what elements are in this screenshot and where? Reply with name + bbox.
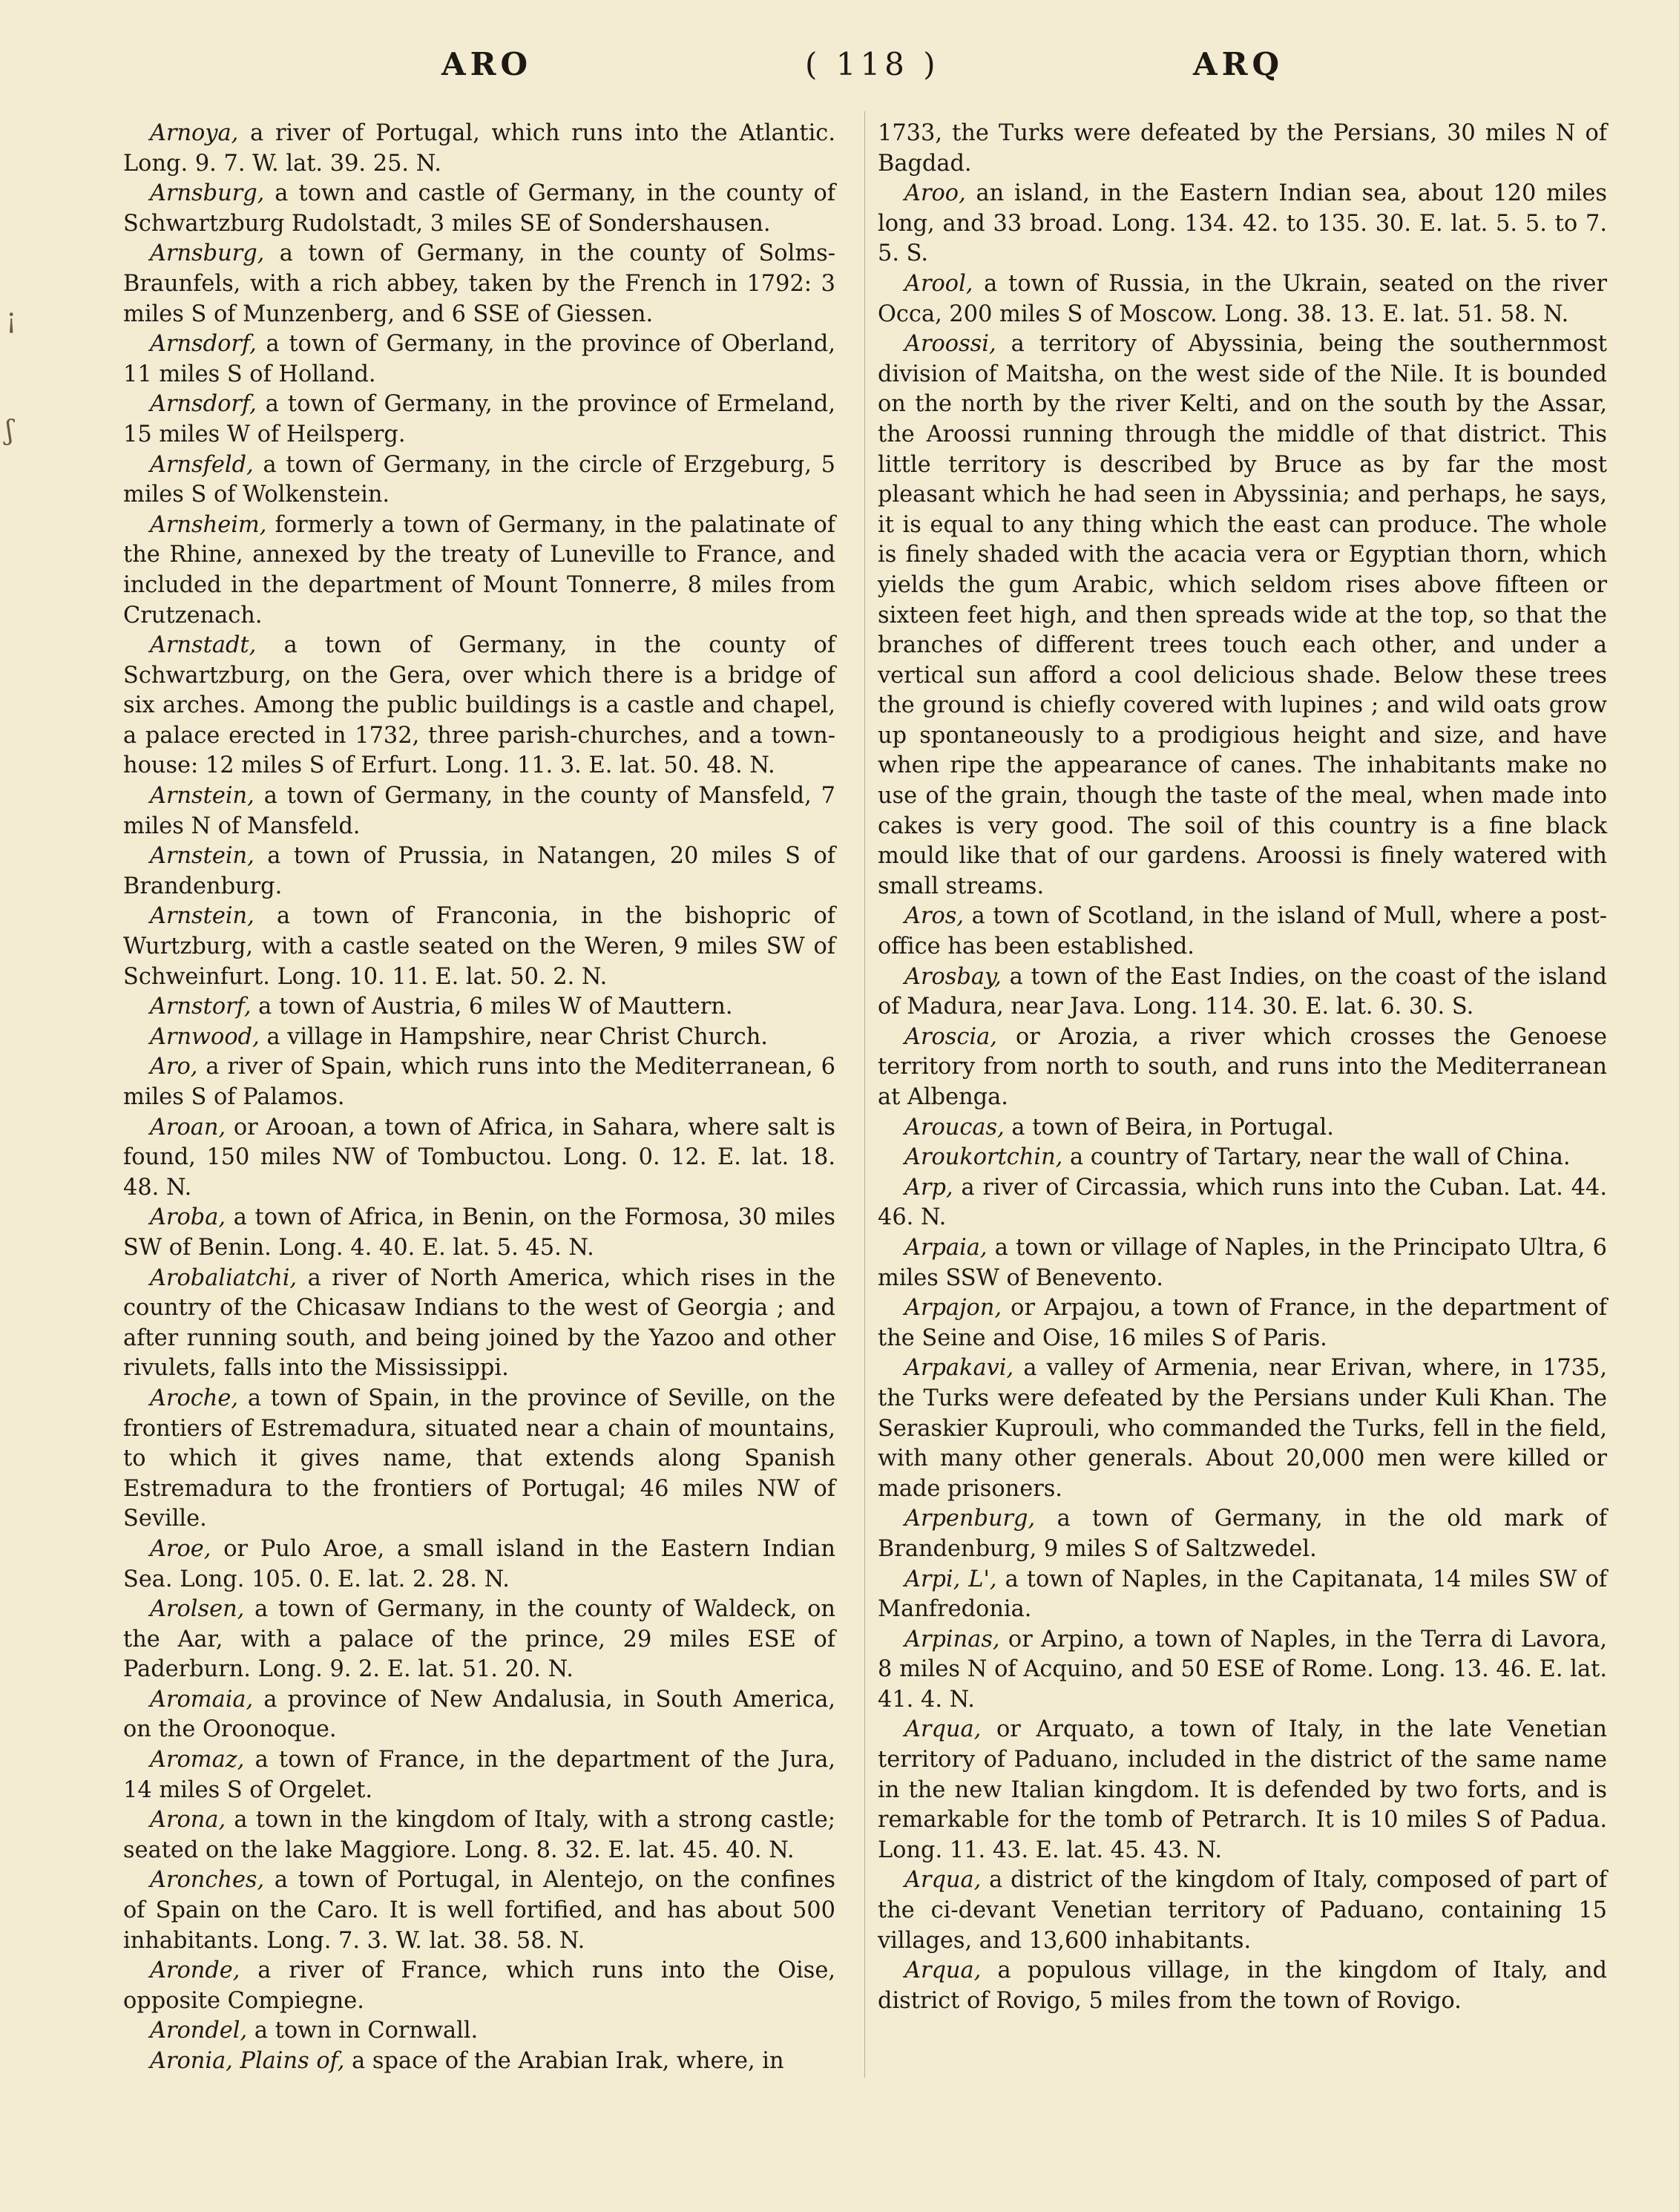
gazetteer-entry [123,329,835,390]
gazetteer-entry [878,1565,1607,1625]
entry-headword: Arnstorf, [150,994,252,1020]
entry-text: a country of Tartary, near the wall of China. [1062,1144,1571,1171]
entry-text: 1733, the Turks were defeated by the Persians, 30 miles N of Bagdad. [878,120,1607,177]
gazetteer-entry [123,1384,835,1535]
entry-text: a territory of Abyssinia, being the southernmost division of Maitsha, on the west side of the Nile. It is bounded on the north by the river Kelti, and on the south by the Assar, the Aroossi running through the middle of that district. This little territory is described by Bruce as by far the most pleasant which he had seen in Abyssinia; and perhaps, he says, it is equal to any thing which the east can produce. The whole is finely shaded with the acacia vera or Egyptian thorn, which yields the gum Arabic, which seldom rises above fifteen or sixteen feet high, and then spreads wide at the top, so that the branches of different trees touch each other, and under a vertical sun afford a cool delicious shade. Below these trees the ground is chiefly covered with lupines ; and wild oats grow up spontaneously to a prodigious height and size, and have when ripe the appearance of canes. The inhabitants make no use of the grain, though the taste of the meal, when made into cakes is very good. The soil of this country is a fine black mould like that of our gardens. Aroossi is finely watered with small streams. [878,331,1607,899]
entry-text: a town of Franconia, in the bishopric of Wurtzburg, with a castle seated on the Weren, 9 miles SW of Schweinfurt. Long. 10. 11. E. lat. 50. 2. N. [123,903,835,990]
entry-headword: Arolsen, [150,1596,245,1623]
entry-headword: Arondel, [150,2018,248,2044]
entry-headword: Arnsdorf, [150,391,257,418]
gazetteer-entry [123,781,835,841]
entry-headword: Aros, [904,903,965,930]
entry-text: a town or village of Naples, in the Principato Ultra, 6 miles SSW of Benevento. [878,1234,1607,1291]
entry-text: a town and castle of Germany, in the county of Schwartzburg Rudolstadt, 3 miles SE of Sondershausen. [123,180,835,237]
gazetteer-entry [878,179,1607,269]
gazetteer-entry [878,1353,1607,1504]
entry-text: a river of France, which runs into the Oise, opposite Compiegne. [123,1957,835,2014]
entry-headword: Arqua, [904,1716,982,1743]
entry-text: a town of Austria, 6 miles W of Mauttern. [251,994,733,1020]
page-number: ( 118 ) [805,46,940,82]
entry-text: a town of France, in the department of the Jura, 14 miles S of Orgelet. [123,1747,835,1803]
gazetteer-entry [878,962,1607,1023]
entry-headword: Arnwood, [150,1023,260,1050]
gazetteer-entry [123,1052,835,1112]
gazetteer-entry [123,841,835,902]
gazetteer-entry [878,1625,1607,1716]
entry-headword: Arpi, L', [904,1566,997,1592]
entry-headword: Arpenburg, [904,1506,1036,1532]
entry-headword: Arpajon, [904,1295,1002,1322]
entry-text: a province of New Andalusia, in South America, on the Oroonoque. [123,1686,835,1743]
gazetteer-entry [123,1956,835,2016]
gazetteer-entry [878,1143,1607,1173]
gazetteer-entry [123,1203,835,1263]
entry-text: a district of the kingdom of Italy, composed of part of the ci-devant Venetian territory of Paduano, containing 15 villages, and 13,600 inhabitants. [878,1867,1607,1954]
column-divider [864,111,865,2078]
entry-headword: Arobaliatchi, [150,1264,298,1291]
entry-text: a town of Germany, in the county of Schwartzburg, on the Gera, over which there is a bridge of six arches. Among the public buildings is a castle and chapel, a palace erected in 1732, three parish-churches, and a town-house: 12 miles S of Erfurt. Long. 11. 3. E. lat. 50. 48. N. [123,632,835,779]
gazetteer-entry [878,119,1607,179]
gazetteer-entry [123,1745,835,1805]
gazetteer-entry [123,1595,835,1685]
entry-headword: Aroossi, [904,331,996,358]
entry-headword: Aroo, [904,180,966,207]
entry-headword: Arnsburg, [150,240,265,267]
entry-headword: Aroscia, [904,1023,997,1050]
gazetteer-entry [123,511,835,631]
entry-text: a town in Cornwall. [247,2018,479,2044]
entry-headword: Aroucas, [904,1114,1005,1141]
entry-headword: Aroukortchin, [904,1144,1063,1171]
gazetteer-entry [123,1023,835,1053]
gazetteer-entry [878,269,1607,329]
entry-headword: Arool, [904,270,973,297]
gazetteer-entry [123,2047,835,2077]
gazetteer-entry [878,1173,1607,1233]
entry-headword: Arp, [904,1174,953,1201]
gazetteer-entry [123,631,835,781]
entry-text: an island, in the Eastern Indian sea, about 120 miles long, and 33 broad. Long. 134. 42. to 135. 30. E. lat. 5. 5. to 7. 5. S. [878,180,1607,267]
entry-text: a space of the Arabian Irak, where, in [344,2048,784,2074]
entry-headword: Arnstadt, [150,632,257,659]
entry-headword: Arpinas, [904,1626,1000,1653]
gazetteer-entry [123,1113,835,1204]
gazetteer-entry [878,1504,1607,1564]
entry-text: a river of North America, which rises in the country of the Chicasaw Indians to the west of Georgia ; and after running south, and being joined by the Yazoo and other rivulets, falls into the Mississippi. [123,1264,835,1382]
entry-text: a town of Spain, in the province of Seville, on the frontiers of Estremadura, situated near a chain of mountains, to which it gives name, that extends along Spanish Estremadura to the frontiers of Portugal; 46 miles NW of Seville. [123,1385,835,1532]
entry-headword: Arnsheim, [150,511,267,538]
gazetteer-entry [123,390,835,450]
gazetteer-entry [878,902,1607,962]
gazetteer-entry [878,329,1607,902]
entry-headword: Aroche, [150,1385,239,1411]
entry-headword: Arona, [150,1807,226,1834]
entry-text: a town of Scotland, in the island of Mull, where a post-office has been established. [878,903,1607,960]
running-head-right: ARQ [1193,46,1284,82]
gazetteer-entry [123,1865,835,1956]
gazetteer-entry [123,119,835,179]
entry-text: a valley of Armenia, near Erivan, where, in 1735, the Turks were defeated by the Persians under Kuli Khan. The Seraskier Kuprouli, who commanded the Turks, fell in the field, with many other generals. About 20,000 men were killed or made prisoners. [878,1355,1607,1502]
gazetteer-entry [878,1293,1607,1353]
entry-text: a village in Hampshire, near Christ Church. [259,1023,768,1050]
entry-headword: Arqua, [904,1957,982,1984]
entry-headword: Aroba, [150,1204,226,1231]
entry-headword: Arpaia, [904,1234,988,1261]
entry-headword: Arnstein, [150,843,254,870]
entry-headword: Aroe, [150,1535,211,1562]
gazetteer-entry [878,1956,1607,2016]
entry-text: a town of Germany, in the old mark of Brandenburg, 9 miles S of Saltzwedel. [878,1506,1607,1562]
entry-text: or Arooan, a town of Africa, in Sahara, where salt is found, 150 miles NW of Tombuctou. Long. 0. 12. E. lat. 18. 48. N. [123,1114,835,1201]
entry-headword: Arnstein, [150,783,254,810]
entry-text: or Arquato, a town of Italy, in the late Venetian territory of Paduano, included in the district of the same name in the new Italian kingdom. It is defended by two forts, and is remarkable for the tomb of Petrarch. It is 10 miles S of Padua. Long. 11. 43. E. lat. 45. 43. N. [878,1716,1607,1863]
gazetteer-entry [878,1113,1607,1143]
gazetteer-entry [878,1233,1607,1293]
entry-text: a river of Spain, which runs into the Mediterranean, 6 miles S of Palamos. [123,1054,835,1110]
entry-text: a town of Prussia, in Natangen, 20 miles S of Brandenburg. [123,843,835,899]
entry-text: a town of the East Indies, on the coast of the island of Madura, near Java. Long. 114. 30. E. lat. 6. 30. S. [878,963,1607,1020]
gazetteer-entry [123,1264,835,1384]
entry-text: or Arozia, a river which crosses the Genoese territory from north to south, and runs into the Mediterranean at Albenga. [878,1023,1607,1110]
margin-smudge-icon: ¡ [6,304,17,335]
running-head [0,46,1679,91]
entry-text: a river of Portugal, which runs into the Atlantic. Long. 9. 7. W. lat. 39. 25. N. [123,120,835,177]
entry-text: a town of Portugal, in Alentejo, on the confines of Spain on the Caro. It is well fortified, and has about 500 inhabitants. Long. 7. 3. W. lat. 38. 58. N. [123,1867,835,1954]
gazetteer-entry [123,2016,835,2047]
entry-headword: Aroan, [150,1114,226,1141]
entry-text: a town of Germany, in the county of Waldeck, on the Aar, with a palace of the prince, 29 miles ESE of Paderburn. Long. 9. 2. E. lat. 51. 20. N. [123,1596,835,1683]
entry-headword: Aromaia, [150,1686,254,1713]
entry-text: or Pulo Aroe, a small island in the Eastern Indian Sea. Long. 105. 0. E. lat. 2. 28. N. [123,1535,835,1592]
right-column [878,119,1607,2016]
running-head-left: ARO [441,46,533,82]
gazetteer-entry [123,1685,835,1745]
gazetteer-entry [878,1023,1607,1113]
entry-headword: Arnsburg, [150,180,265,207]
gazetteer-entry [878,1865,1607,1956]
entry-headword: Arnoya, [150,120,239,146]
gazetteer-entry [123,450,835,511]
gazetteer-entry [123,1805,835,1865]
entry-text: a town of Germany, in the circle of Erzgeburg, 5 miles S of Wolkenstein. [123,451,835,508]
entry-headword: Aronches, [150,1867,265,1894]
entry-text: formerly a town of Germany, in the palatinate of the Rhine, annexed by the treaty of Luneville to France, and included in the department of Mount Tonnerre, 8 miles from Crutzenach. [123,511,835,629]
entry-headword: Arqua, [904,1867,982,1894]
gazetteer-entry [123,992,835,1023]
gazetteer-entry [123,239,835,329]
entry-headword: Arnsfeld, [150,451,254,478]
entry-headword: Aro, [150,1054,198,1080]
entry-text: a town of Germany, in the county of Solms-Braunfels, with a rich abbey, taken by the French in 1792: 3 miles S of Munzenberg, and 6 SSE of Giessen. [123,240,835,327]
entry-text: a town of Germany, in the county of Mansfeld, 7 miles N of Mansfeld. [123,783,835,839]
entry-text: a town in the kingdom of Italy, with a strong castle; seated on the lake Maggiore. Long. 8. 32. E. lat. 45. 40. N. [123,1807,835,1863]
entry-headword: Arosbay, [904,963,1002,990]
entry-text: a town of Russia, in the Ukrain, seated on the river Occa, 200 miles S of Moscow. Long. 38. 13. E. lat. 51. 58. N. [878,270,1607,327]
entry-headword: Aromaz, [150,1747,245,1773]
entry-text: a town of Beira, in Portugal. [1004,1114,1334,1141]
margin-smudge-icon: ʃ [6,416,13,446]
entry-text: a town of Africa, in Benin, on the Formosa, 30 miles SW of Benin. Long. 4. 40. E. lat. 5. 45. N. [123,1204,835,1261]
entry-headword: Aronia, Plains of, [150,2048,345,2074]
entry-headword: Arnsdorf, [150,331,257,358]
entry-text: a town of Naples, in the Capitanata, 14 miles SW of Manfredonia. [878,1566,1607,1623]
gazetteer-entry [878,1715,1607,1865]
entry-headword: Arpakavi, [904,1355,1014,1382]
entry-text: or Arpino, a town of Naples, in the Terra di Lavora, 8 miles N of Acquino, and 50 ESE of Rome. Long. 13. 46. E. lat. 41. 4. N. [878,1626,1607,1713]
entry-text: a river of Circassia, which runs into the Cuban. Lat. 44. 46. N. [878,1174,1607,1231]
entry-text: a town of Germany, in the province of Oberland, 11 miles S of Holland. [123,331,835,387]
entry-headword: Arnstein, [150,903,254,930]
gazetteer-entry [123,179,835,239]
entry-text: a town of Germany, in the province of Ermeland, 15 miles W of Heilsperg. [123,391,835,447]
entry-text: a populous village, in the kingdom of Italy, and district of Rovigo, 5 miles from the town of Rovigo. [878,1957,1607,2014]
gazetteer-entry [123,1535,835,1595]
left-column [123,119,835,2077]
entry-headword: Aronde, [150,1957,240,1984]
entry-text: or Arpajou, a town of France, in the department of the Seine and Oise, 16 miles S of Paris. [878,1295,1607,1351]
gazetteer-entry [123,902,835,992]
